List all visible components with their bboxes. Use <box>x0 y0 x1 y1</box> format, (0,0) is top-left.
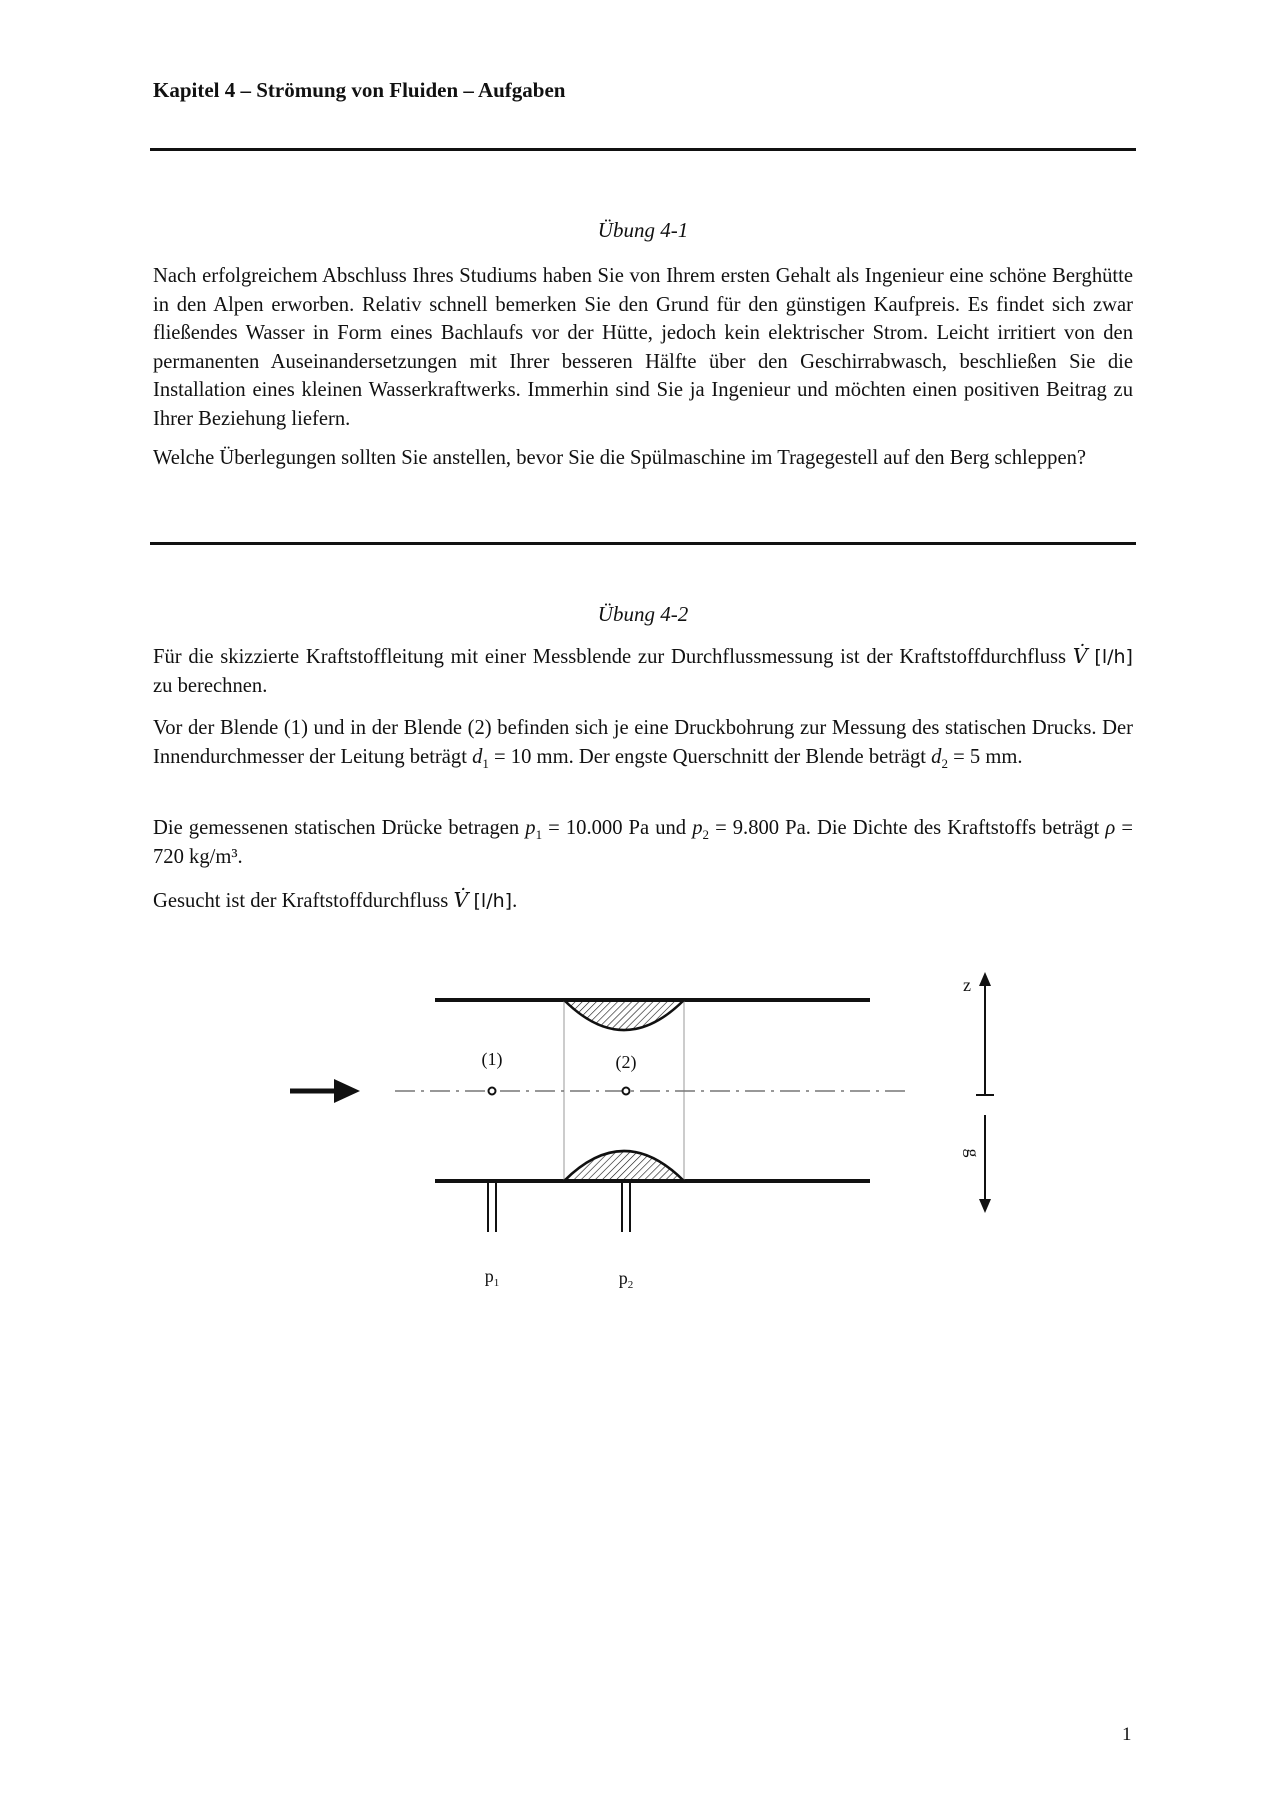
z-axis-arrowhead <box>979 972 991 986</box>
exercise-2-title: Übung 4-2 <box>597 602 689 626</box>
flow-arrow-head <box>334 1079 360 1103</box>
label-g: g <box>963 1148 983 1158</box>
d2-subscript: 2 <box>941 755 948 771</box>
exercise-2-paragraph-2 <box>153 714 1133 771</box>
label-p2-sub: 2 <box>627 1279 634 1291</box>
d2-value: = 5 mm. <box>953 745 1023 768</box>
p2-value: = 9.800 Pa. Die Dichte des Kraftstoffs beträgt <box>715 817 1100 839</box>
exercise-2-paragraph-4: Gesucht ist der Kraftstoffdurchfluss V̇ [l/h]. <box>153 888 518 912</box>
exercise-2-paragraph-1 <box>153 642 1133 700</box>
unit-liters-per-hour: [l/h] <box>1094 646 1133 668</box>
section-rule <box>150 542 1136 545</box>
p4-text: Gesucht ist der Kraftstoffdurchfluss <box>153 890 449 912</box>
label-point-2: (2) <box>615 1052 637 1072</box>
point-1-marker <box>489 1088 496 1095</box>
d2-symbol: d <box>931 745 942 768</box>
p2-text: Vor der Blende (1) und in der Blende (2) befinden sich je eine Druckbohrung zur Messung des statischen Drucks. Der Innendurchmesser der Leitung beträgt <box>153 717 1133 768</box>
unit-liters-per-hour-2: [l/h] <box>473 890 513 912</box>
point-2-marker <box>623 1088 630 1095</box>
p2-symbol: p <box>692 817 703 839</box>
rho-value: = 720 kg/m³. <box>153 817 1133 868</box>
p1-symbol: p <box>525 817 536 839</box>
svg-text:p2 <box>619 1268 634 1291</box>
p3-text: Die gemessenen statischen Drücke betragen <box>153 817 520 839</box>
d1-subscript: 1 <box>482 755 489 771</box>
g-arrowhead <box>979 1199 991 1213</box>
label-p1-sub: 1 <box>493 1277 500 1289</box>
page-header-title: Kapitel 4 – Strömung von Fluiden – Aufgaben <box>153 78 566 102</box>
label-p1: p <box>484 1266 494 1286</box>
header-rule <box>150 148 1136 151</box>
p2-subscript: 2 <box>702 827 709 843</box>
p1-end: zu berechnen. <box>153 674 268 697</box>
orifice-top-plate <box>564 1000 684 1030</box>
p1-subscript: 1 <box>535 827 543 843</box>
exercise-1-title: Übung 4-1 <box>597 218 689 242</box>
p1-value: = 10.000 Pa und <box>548 817 687 839</box>
svg-text:p1 <box>485 1266 500 1289</box>
label-z: z <box>963 975 971 995</box>
orifice-bottom-plate <box>564 1151 684 1181</box>
exercise-1-paragraph-2: Welche Überlegungen sollten Sie anstellen, bevor Sie die Spülmaschine im Tragegestell auf den Berg schleppen? <box>153 447 1087 469</box>
exercise-1-paragraph-1: Nach erfolgreichem Abschluss Ihres Studiums haben Sie von Ihrem ersten Gehalt als Ingenieur eine schöne Berghütte in den Alpen erworben. Relativ schnell bemerken Sie den Grund für den günstigen Kaufpreis. Es findet sich zwar fließendes Wasser in Form eines Bachlaufs vor der Hütte, jedoch kein elektrischer Strom. Leicht irritiert von den permanenten Auseinandersetzungen mit Ihrer besseren Hälfte über den Geschirrabwasch, beschließen Sie die Installation eines kleinen Wasserkraftwerks. Immerhin sind Sie ja Ingenieur und möchten einen positiven Beitrag zu Ihrer Beziehung liefern. <box>153 265 1133 430</box>
label-p2: p <box>618 1268 628 1288</box>
volume-flow-symbol-2: V̇ <box>453 888 469 912</box>
d1-symbol: d <box>472 745 483 768</box>
exercise-2-paragraph-3 <box>153 814 1133 871</box>
page-number: 1 <box>1122 1724 1132 1745</box>
volume-flow-symbol: V̇ <box>1072 644 1088 668</box>
orifice-diagram <box>270 960 1030 1300</box>
p1-text: Für die skizzierte Kraftstoffleitung mit einer Messblende zur Durchflussmessung ist der Kraftstoffdurchfluss <box>153 646 1067 668</box>
rho-symbol: ρ <box>1105 817 1116 839</box>
d1-value: = 10 mm. Der engste Querschnitt der Blende beträgt <box>494 745 926 768</box>
label-point-1: (1) <box>481 1049 503 1069</box>
